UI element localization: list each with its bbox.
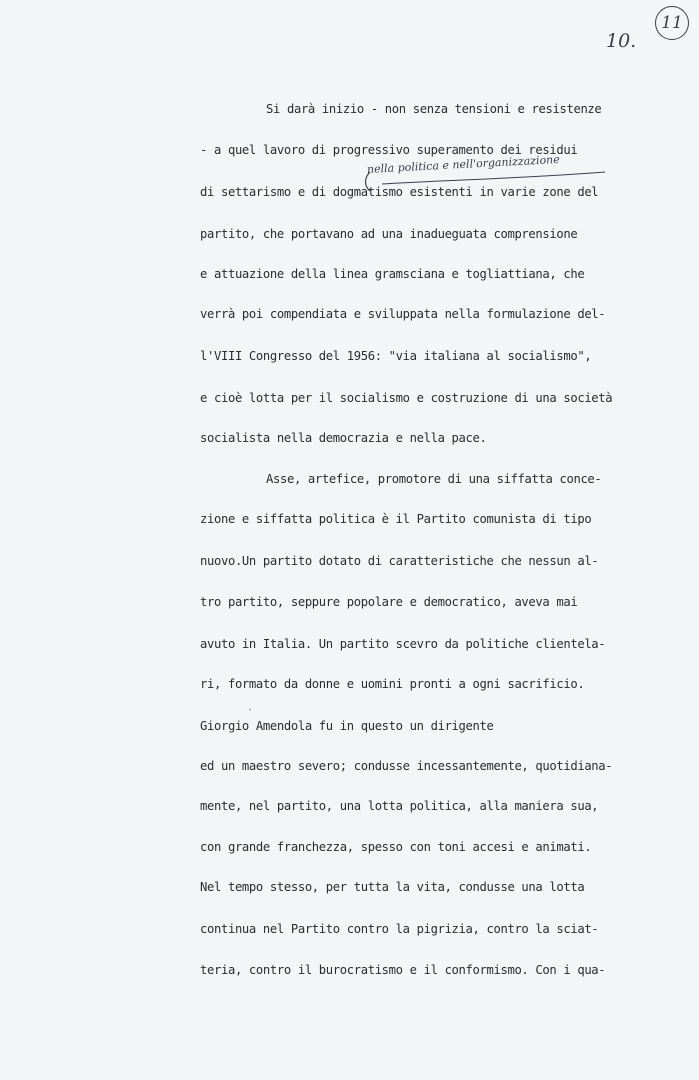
- text-line: teria, contro il burocratismo e il conformismo. Con i qua-: [200, 963, 606, 977]
- text-line: avuto in Italia. Un partito scevro da politiche clientela-: [200, 637, 606, 651]
- scan-speck: [249, 708, 251, 711]
- page-number: 10.: [606, 30, 637, 52]
- text-line: Si darà inizio - non senza tensioni e resistenze: [266, 102, 602, 116]
- text-line: - a quel lavoro di progressivo superamento dei residui: [200, 143, 578, 157]
- text-line: ri, formato da donne e uomini pronti a ogni sacrificio.: [200, 677, 585, 691]
- text-line: di settarismo e di dogmatismo esistenti in varie zone del: [200, 185, 599, 199]
- text-line: Nel tempo stesso, per tutta la vita, condusse una lotta: [200, 880, 585, 894]
- text-line: Giorgio Amendola fu in questo un dirigente: [200, 719, 494, 733]
- text-line: Asse, artefice, promotore di una siffatta conce-: [266, 472, 602, 486]
- text-line: socialista nella democrazia e nella pace.: [200, 431, 487, 445]
- text-line: continua nel Partito contro la pigrizia, contro la sciat-: [200, 922, 599, 936]
- text-line: nuovo.Un partito dotato di caratteristiche che nessun al-: [200, 554, 599, 568]
- text-line: verrà poi compendiata e sviluppata nella formulazione del-: [200, 307, 606, 321]
- text-line: con grande franchezza, spesso con toni accesi e animati.: [200, 840, 592, 854]
- text-line: mente, nel partito, una lotta politica, alla maniera sua,: [200, 799, 599, 813]
- text-line: ed un maestro severo; condusse incessantemente, quotidiana-: [200, 759, 613, 773]
- text-line: zione e siffatta politica è il Partito comunista di tipo: [200, 512, 592, 526]
- circled-page-number: 11: [655, 6, 689, 40]
- text-line: tro partito, seppure popolare e democratico, aveva mai: [200, 595, 578, 609]
- text-line: e attuazione della linea gramsciana e togliattiana, che: [200, 267, 585, 281]
- text-line: l'VIII Congresso del 1956: "via italiana al socialismo",: [200, 349, 592, 363]
- text-line: partito, che portavano ad una inadueguata comprensione: [200, 227, 578, 241]
- text-line: e cioè lotta per il socialismo e costruzione di una società: [200, 391, 613, 405]
- handwritten-insertion-note: nella politica e nell'organizzazione: [366, 152, 561, 176]
